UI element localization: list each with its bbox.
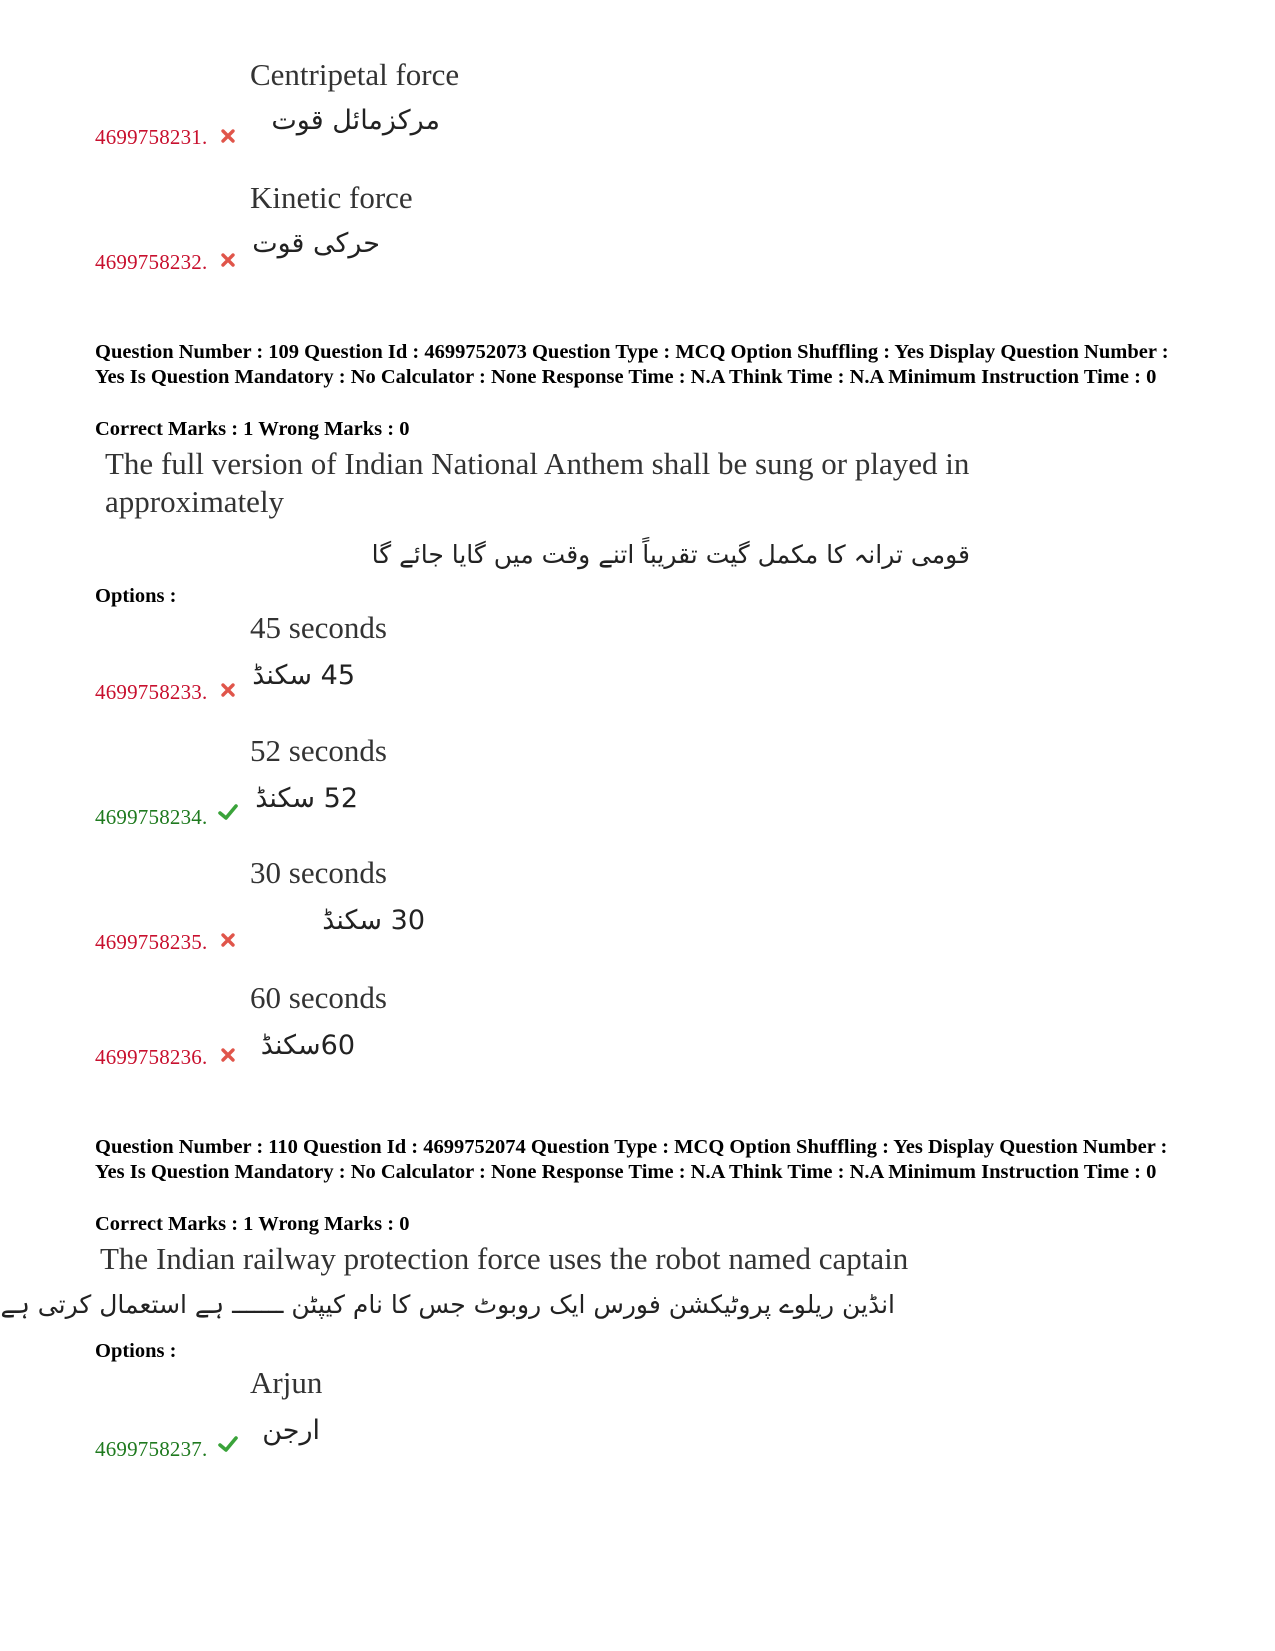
checkmark-icon [218,803,238,821]
option-text-ur: 52 سکنڈ [255,783,358,814]
question-marks: Correct Marks : 1 Wrong Marks : 0 [95,418,410,440]
options-label: Options : [95,1340,177,1362]
option-text-ur: ارجن [262,1415,320,1446]
option-text-en: 45 seconds [250,610,387,645]
option-text-ur: 45 سکنڈ [252,660,355,691]
options-label: Options : [95,585,177,607]
question-text-en: The full version of Indian National Anthem shall be sung or played in approximately [105,446,970,519]
option-id: 4699758232. [95,250,208,274]
option-id: 4699758234. [95,805,208,829]
wrong-icon [220,1047,236,1063]
option-id: 4699758233. [95,680,208,704]
option-id: 4699758237. [95,1437,208,1461]
question-meta: Question Number : 109 Question Id : 4699752073 Question Type : MCQ Option Shuffling : Yes Display Question Number : Yes Is Question Mandatory : No Calculator : None Response Time : N.A Think Time : N.A Minimum Instruction Time : 0 [95,341,1169,388]
option-text-ur: 30 سکنڈ [322,905,425,936]
option-text-en: Centripetal force [250,57,460,92]
option-id: 4699758235. [95,930,208,954]
option-text-en: Kinetic force [250,180,413,215]
option-text-en: 30 seconds [250,855,387,890]
option-id: 4699758236. [95,1045,208,1069]
question-text-ur: قومی ترانہ کا مکمل گیت تقریباً اتنے وقت میں گایا جائے گا [371,540,970,569]
option-text-en: Arjun [250,1365,323,1400]
wrong-icon [220,682,236,698]
wrong-icon [220,252,236,268]
checkmark-icon [218,1435,238,1453]
question-text-en: The Indian railway protection force uses the robot named captain [100,1241,909,1276]
option-text-en: 52 seconds [250,733,387,768]
question-meta: Question Number : 110 Question Id : 4699752074 Question Type : MCQ Option Shuffling : Yes Display Question Number : Yes Is Question Mandatory : No Calculator : None Response Time : N.A Think Time : N.A Minimum Instruction Time : 0 [95,1136,1168,1183]
option-text-ur: حرکی قوت [252,228,380,259]
option-text-ur: مرکزمائل قوت [271,105,440,136]
question-text-ur: انڈین ریلوے پروٹیکشن فورس ایک روبوٹ جس کا نام کیپٹن ـــــــ ہے استعمال کرتی ہے [0,1290,895,1319]
option-text-ur: 60سکنڈ [260,1030,355,1061]
option-id: 4699758231. [95,125,208,149]
wrong-icon [220,128,236,144]
wrong-icon [220,932,236,948]
question-marks: Correct Marks : 1 Wrong Marks : 0 [95,1213,410,1235]
option-text-en: 60 seconds [250,980,387,1015]
